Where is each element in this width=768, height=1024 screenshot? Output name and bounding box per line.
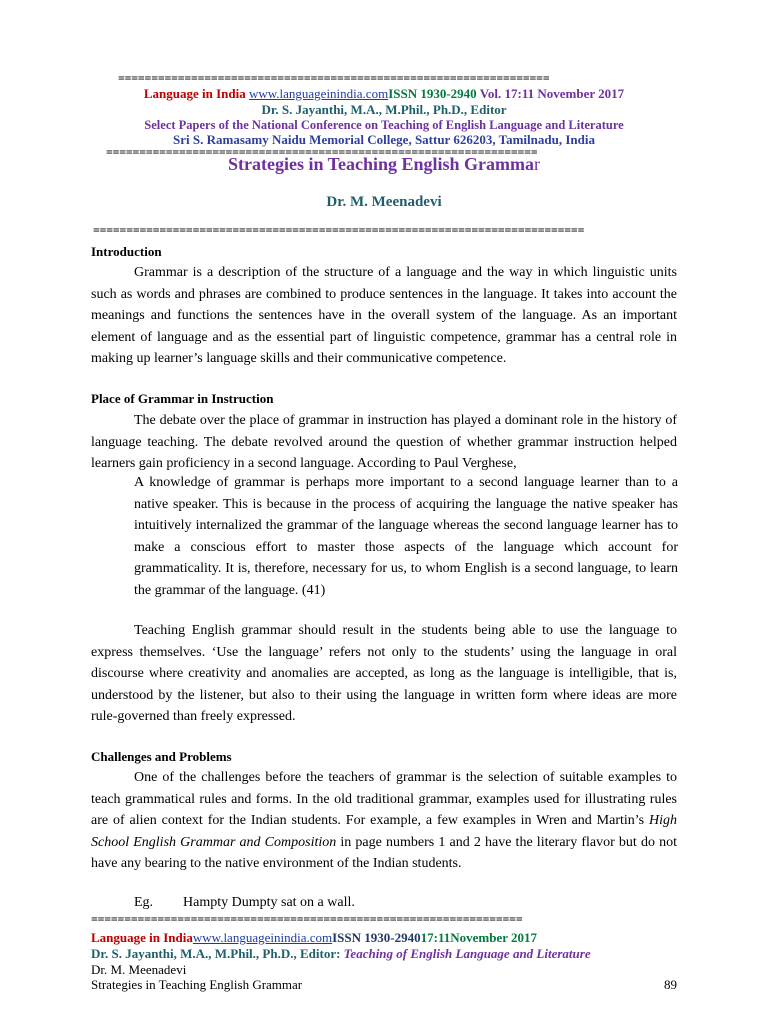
paragraph-place-of-grammar-text: The debate over the place of grammar in instruction has played a dominant role in the history of language teaching. The debate revolved around the question of whether grammar instruction helped learners gain proficiency in a second language. According to Paul Verghese, (91, 413, 677, 471)
example-text: Hampty Dumpty sat on a wall. (183, 895, 355, 910)
header-volume: Vol. 17:11 November 2017 (476, 86, 625, 101)
footer-editor: Dr. S. Jayanthi, M.A., M.Phil., Ph.D., Editor: (91, 946, 344, 961)
header-editor: Dr. S. Jayanthi, M.A., M.Phil., Ph.D., Editor (261, 102, 507, 117)
footer-article-title: Strategies in Teaching English Grammar (91, 977, 303, 992)
header-journal-name: Language in India (143, 86, 246, 101)
heading-introduction: Introduction (91, 244, 162, 259)
footer-conference: Teaching of English Language and Literature (343, 946, 591, 961)
article-rule: ========================================================================== (93, 224, 585, 236)
paragraph-introduction-text: Grammar is a description of the structure of a language and the way in which linguistic units such as words and phrases are combined to produce sentences in the language. It takes into account the meanings and functions the sentences have in the overall system of the language. As an important element of language and as the essential part of linguistic competence, grammar has a central role in making up learner’s language skills and their communicative competence. (91, 265, 677, 366)
article-author: Dr. M. Meenadevi (326, 194, 442, 210)
book-title: High School English Grammar and Composition (91, 813, 677, 850)
footer-editor-line (91, 946, 591, 962)
footer-journal-name: Language in India (91, 930, 193, 945)
heading-challenges: Challenges and Problems (91, 749, 232, 764)
footer-journal-line (91, 930, 537, 946)
footer-journal-link[interactable]: www.languageinindia.com (192, 930, 333, 945)
paragraph-challenges-text-b: in page numbers 1 and 2 have the literary flavor but do not have any bearing to the native environment of the Indian students. (91, 834, 677, 871)
example-label: Eg. (134, 895, 154, 910)
paragraph-challenges-text-a: One of the challenges before the teachers of grammar is the selection of suitable examples to teach grammatical rules and forms. In the old traditional grammar, examples used for illustrating rules are of alien context for the Indian students. For example, a few examples in Wren and Martin’s (91, 770, 677, 828)
header-journal-line (0, 86, 768, 102)
article-title-main: Strategies in Teaching English Gramma (227, 154, 535, 174)
page-number: 89 (664, 977, 677, 992)
article-title (0, 154, 768, 175)
paragraph-place-of-grammar (91, 410, 677, 475)
header-conference: Select Papers of the National Conference on Teaching of English Language and Literature (144, 118, 624, 132)
footer-volume: 17:11November 2017 (420, 930, 537, 945)
block-quote-verghese: A knowledge of grammar is perhaps more important to a second language learner than to a native speaker. This is because in the process of acquiring the language the native speaker has intuitively internalized the grammar of the language whereas the second language learner has to make a conscious effort to master those aspects of the language which account for grammaticality. It is, therefore, necessary for us, to whom English is a second language, to learn the grammar of the language. (41) (134, 475, 678, 598)
header-college: Sri S. Ramasamy Naidu Memorial College, Sattur 626203, Tamilnadu, India (173, 132, 595, 147)
header-issn: ISSN 1930-2940 (388, 86, 477, 101)
paragraph-challenges (91, 767, 677, 875)
paragraph-introduction (91, 262, 677, 370)
footer-issn: ISSN 1930-2940 (332, 930, 421, 945)
article-title-last: r (534, 154, 541, 174)
footer-rule: ================================================================= (91, 913, 523, 925)
example-line (134, 895, 355, 911)
paragraph-teaching (91, 620, 677, 728)
header-bottom-rule: ================================================================= (106, 146, 538, 158)
heading-place-of-grammar: Place of Grammar in Instruction (91, 391, 274, 406)
footer-author: Dr. M. Meenadevi (91, 962, 187, 977)
paragraph-teaching-text: Teaching English grammar should result in the students being able to use the language to express themselves. ‘Use the language’ refers not only to the students’ using the language in oral discourse where creativity and anomalies are accepted, as long as the language is intelligible, that is, understood by the listener, but also to their using the language in written form where ideas are more rule-governed than freely expressed. (91, 623, 677, 724)
header-journal-link[interactable]: www.languageinindia.com (248, 86, 389, 101)
header-top-rule: ================================================================= (118, 72, 550, 84)
